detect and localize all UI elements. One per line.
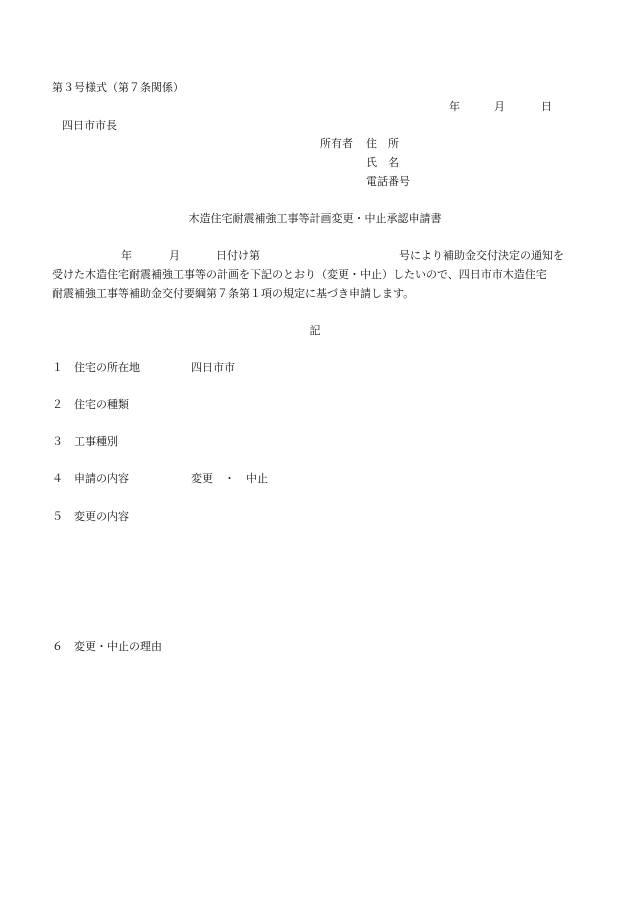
owner-address-label: 住 所	[366, 137, 399, 150]
item-2	[52, 399, 572, 415]
body-year-label: 年	[121, 249, 132, 262]
document-title: 木造住宅耐震補強工事等計画変更・中止承認申請書	[188, 212, 442, 225]
item-label: 工事種別	[74, 435, 118, 448]
body-line-1-tail: 号により補助金交付決定の通知を	[399, 249, 564, 262]
item-label: 住宅の種類	[74, 398, 129, 411]
body-line-2: 受けた木造住宅耐震補強工事等の計画を下記のとおり（変更・中止）したいので、四日市市木造住宅	[52, 268, 547, 281]
item-1	[52, 362, 572, 378]
item-3	[52, 436, 572, 452]
item-label: 変更・中止の理由	[74, 640, 162, 653]
date-day-label: 日	[541, 100, 552, 113]
item-label: 住宅の所在地	[74, 361, 140, 374]
item-5	[52, 511, 572, 527]
item-number: ６	[52, 640, 63, 653]
form-number: 第３号様式（第７条関係）	[52, 81, 184, 94]
item-label: 変更の内容	[74, 510, 129, 523]
date-year-label: 年	[449, 100, 460, 113]
item-value: 変更 ・ 中止	[191, 472, 268, 485]
item-number: ５	[52, 510, 63, 523]
owner-name-label: 氏 名	[366, 156, 399, 169]
item-4	[52, 473, 572, 489]
owner-phone-label: 電話番号	[366, 175, 410, 188]
item-label: 申請の内容	[74, 472, 129, 485]
item-6	[52, 641, 572, 657]
body-month-label: 月	[169, 249, 180, 262]
item-number: ３	[52, 435, 63, 448]
body-day-label: 日付け第	[216, 249, 260, 262]
body-line-3: 耐震補強工事等補助金交付要綱第７条第１項の規定に基づき申請します。	[52, 287, 415, 300]
ki-heading: 記	[309, 324, 321, 337]
owner-label: 所有者	[320, 137, 353, 150]
body-line-1	[52, 250, 577, 266]
date-month-label: 月	[494, 100, 505, 113]
addressee: 四日市市長	[62, 119, 117, 132]
item-number: ２	[52, 398, 63, 411]
item-number: １	[52, 361, 63, 374]
item-value: 四日市市	[191, 361, 235, 374]
item-number: ４	[52, 472, 63, 485]
